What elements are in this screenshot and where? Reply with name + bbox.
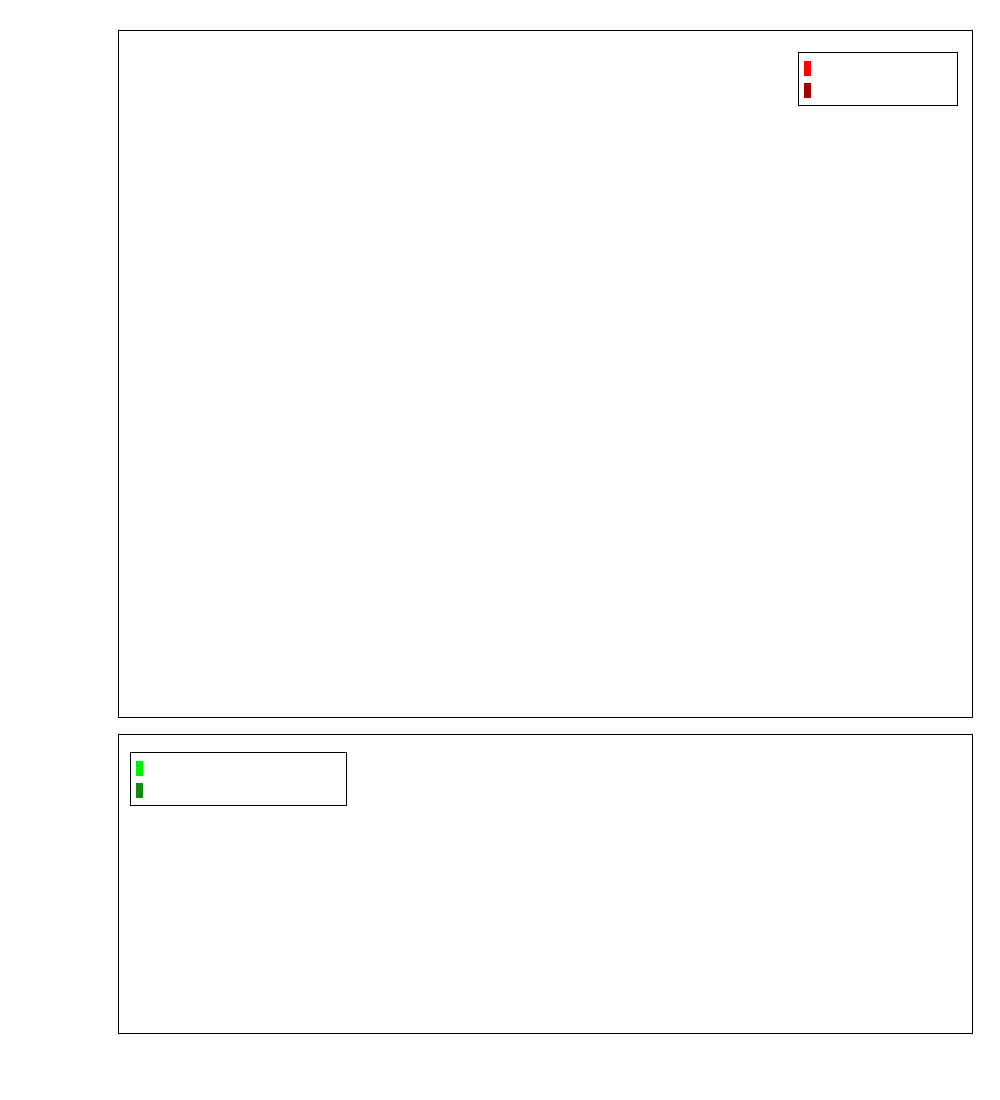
participation-swatch (804, 61, 811, 76)
utilized-ruptures-swatch (136, 783, 143, 798)
nucleation-swatch (804, 83, 811, 98)
rupture-count-legend (130, 752, 347, 806)
incremental-rate-legend (798, 52, 958, 106)
legend-item-participation (804, 57, 950, 79)
legend-item-utilized-ruptures (136, 779, 339, 801)
legend-item-nucleation (804, 79, 950, 101)
incremental-rate-plot (118, 30, 973, 718)
available-ruptures-swatch (136, 761, 143, 776)
legend-item-available-ruptures (136, 757, 339, 779)
